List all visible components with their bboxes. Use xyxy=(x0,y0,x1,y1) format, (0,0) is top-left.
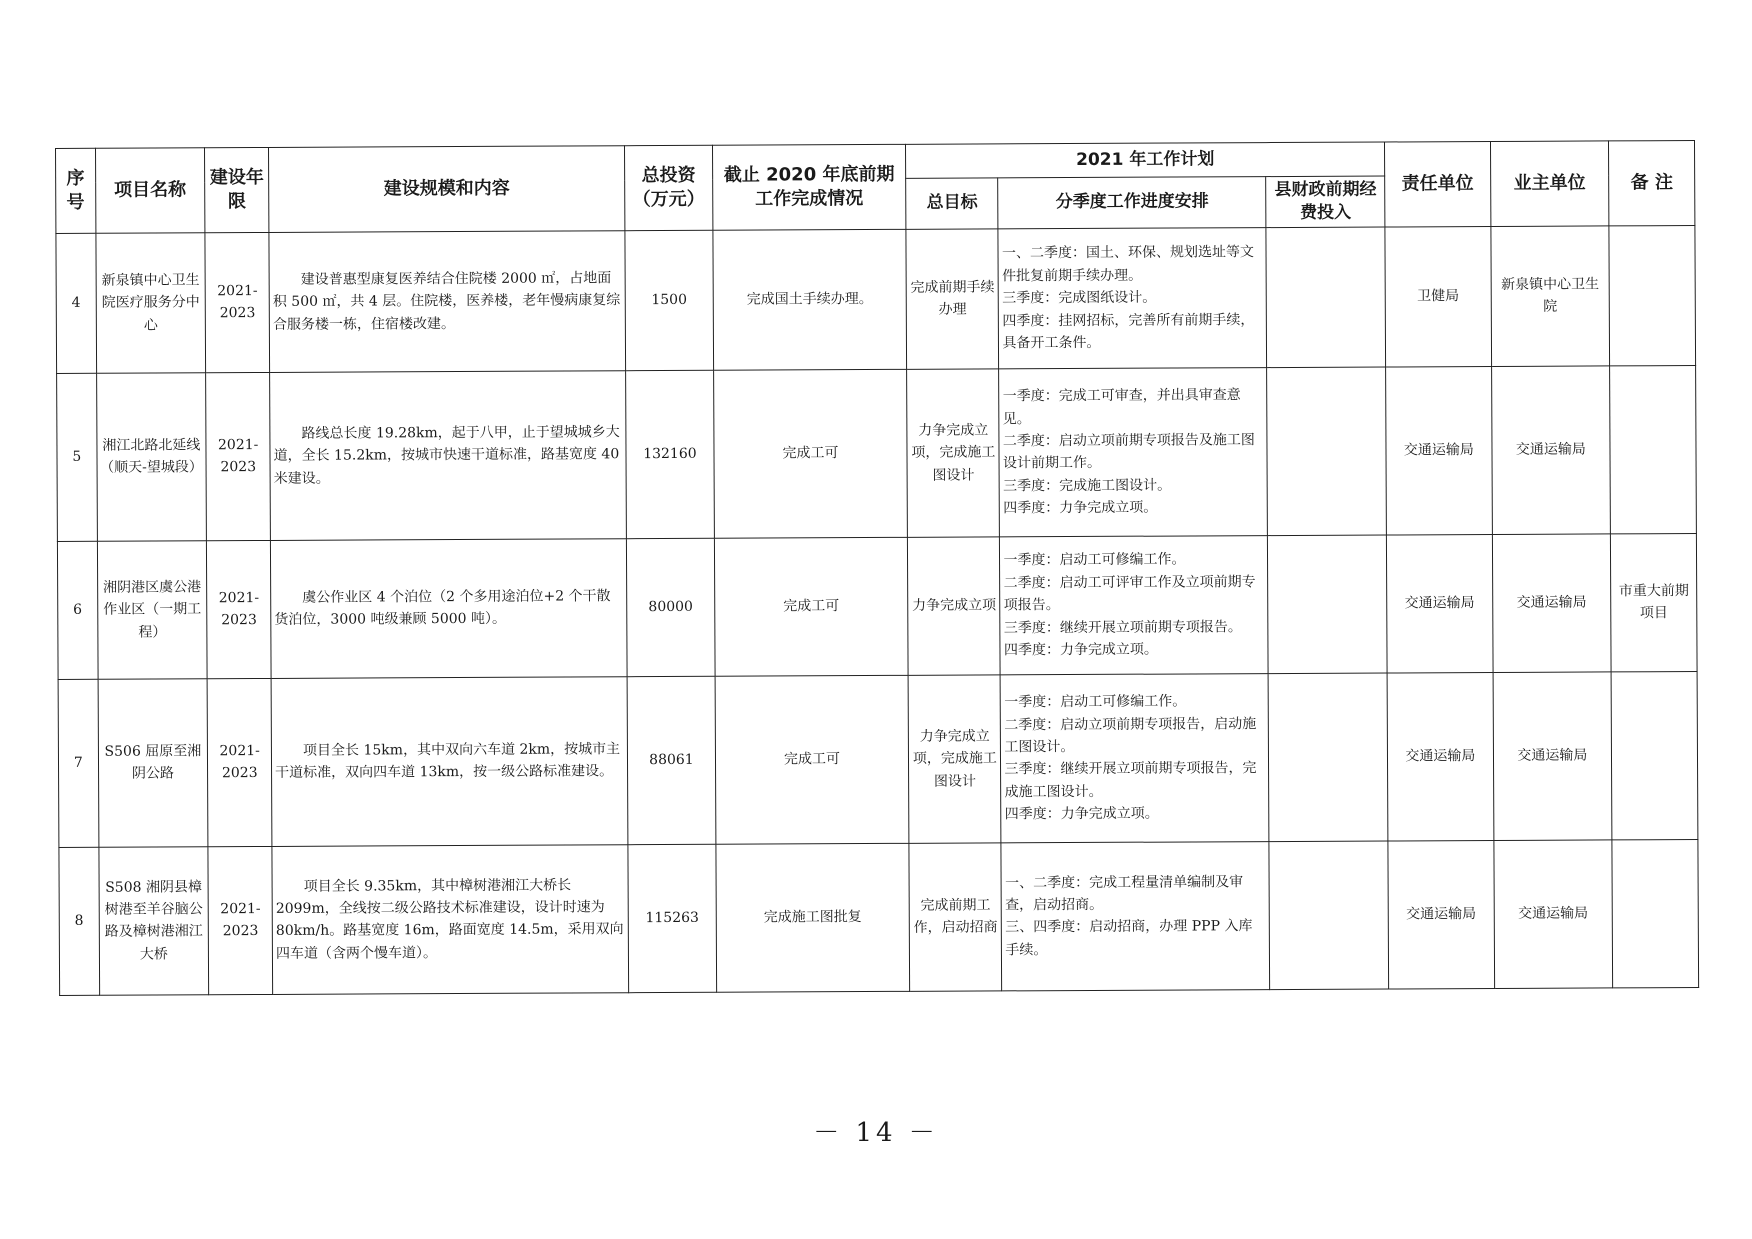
cell-name: 湘江北路北延线（顺天-望城段） xyxy=(96,373,207,542)
cell-investment: 115263 xyxy=(628,844,717,992)
header-responsible: 责任单位 xyxy=(1385,141,1491,226)
cell-scope: 建设普惠型康复医养结合住院楼 2000 ㎡，占地面积 500 ㎡，共 4 层。住院楼，医养楼，老年慢病康复综合服务楼一栋，住宿楼改建。 xyxy=(269,231,626,373)
cell-remark xyxy=(1612,839,1699,987)
cell-seq: 6 xyxy=(57,541,97,679)
cell-remark xyxy=(1611,671,1698,839)
cell-period: 2021-2023 xyxy=(208,846,272,994)
cell-funding xyxy=(1267,367,1386,536)
cell-funding xyxy=(1266,227,1385,368)
header-plan-quarterly: 分季度工作进度安排 xyxy=(998,177,1266,229)
header-plan-funding: 县财政前期经费投入 xyxy=(1266,176,1385,227)
cell-goal: 力争完成立项，完成施工图设计 xyxy=(907,369,1000,537)
header-plan-group: 2021 年工作计划 xyxy=(906,142,1385,178)
cell-status: 完成施工图批复 xyxy=(716,843,910,992)
header-plan-goal: 总目标 xyxy=(906,178,999,229)
header-name: 项目名称 xyxy=(95,148,205,233)
cell-period: 2021-2023 xyxy=(205,232,269,372)
cell-owner: 交通运输局 xyxy=(1493,672,1612,841)
cell-investment: 88061 xyxy=(627,676,716,844)
cell-seq: 5 xyxy=(57,373,97,541)
header-owner: 业主单位 xyxy=(1490,141,1609,226)
cell-name: 新泉镇中心卫生院医疗服务分中心 xyxy=(95,233,206,374)
cell-period: 2021-2023 xyxy=(207,540,271,678)
table-body xyxy=(56,225,1699,995)
cell-quarterly: 一季度：启动工可修编工作。 二季度：启动工可评审工作及立项前期专项报告。 三季度：继续开展立项前期专项报告。 四季度：力争完成立项。 xyxy=(1000,535,1269,674)
cell-status: 完成工可 xyxy=(713,369,907,538)
cell-funding xyxy=(1268,535,1387,674)
cell-seq: 4 xyxy=(56,233,96,373)
cell-investment: 80000 xyxy=(626,538,715,676)
cell-owner: 交通运输局 xyxy=(1492,534,1611,673)
cell-scope: 项目全长 15km，其中双向六车道 2km，按城市主干道标准，双向四车道 13km，按一级公路标准建设。 xyxy=(271,677,628,847)
cell-scope: 路线总长度 19.28km，起于八甲，止于望城城乡大道，全长 15.2km，按城市快速干道标准，路基宽度 40 米建设。 xyxy=(270,371,627,541)
cell-owner: 新泉镇中心卫生院 xyxy=(1490,226,1609,367)
cell-owner: 交通运输局 xyxy=(1493,840,1612,989)
cell-scope: 项目全长 9.35km，其中樟树港湘江大桥长 2099m，全线按二级公路技术标准建设，设计时速为 80km/h。路基宽度 16m，路面宽度 14.5m，采用双向四车道（含两个慢车道）。 xyxy=(272,845,629,995)
cell-status: 完成工可 xyxy=(714,537,908,676)
cell-name: 湘阴港区虞公港作业区（一期工程） xyxy=(97,541,208,680)
cell-quarterly: 一季度：启动工可修编工作。 二季度：启动立项前期专项报告，启动施工图设计。 三季度：继续开展立项前期专项报告，完成施工图设计。 四季度：力争完成立项。 xyxy=(1001,673,1270,842)
cell-seq: 8 xyxy=(59,847,99,995)
table-row xyxy=(56,225,1696,373)
table-row xyxy=(59,839,1699,995)
header-scope: 建设规模和内容 xyxy=(269,146,625,233)
header-investment: 总投资（万元） xyxy=(624,145,712,230)
project-table xyxy=(55,140,1699,996)
cell-remark xyxy=(1609,225,1695,365)
cell-quarterly: 一季度：完成工可审查，并出具审查意见。 二季度：启动立项前期专项报告及施工图设计前期工作。 三季度：完成施工图设计。 四季度：力争完成立项。 xyxy=(999,367,1268,536)
header-period: 建设年限 xyxy=(205,147,269,232)
cell-goal: 力争完成立项 xyxy=(908,537,1001,675)
cell-goal: 完成前期工作，启动招商 xyxy=(909,843,1002,991)
cell-responsible: 交通运输局 xyxy=(1386,366,1492,535)
table-header xyxy=(56,140,1695,233)
cell-investment: 1500 xyxy=(625,230,714,370)
cell-seq: 7 xyxy=(58,679,98,847)
project-table-sheet xyxy=(55,140,1699,996)
cell-period: 2021-2023 xyxy=(206,372,271,540)
cell-quarterly: 一、二季度：国土、环保、规划选址等文件批复前期手续办理。 三季度：完成图纸设计。 四季度：挂网招标，完善所有前期手续，具备开工条件。 xyxy=(998,227,1267,368)
cell-name: S508 湘阴县樟树港至羊谷脑公路及樟树港湘江大桥 xyxy=(98,847,209,996)
table-row xyxy=(57,365,1697,541)
cell-remark: 市重大前期项目 xyxy=(1611,533,1697,671)
cell-owner: 交通运输局 xyxy=(1491,366,1610,535)
cell-quarterly: 一、二季度：完成工程量清单编制及审查，启动招商。 三、四季度：启动招商，办理 PPP 入库手续。 xyxy=(1001,841,1270,990)
header-seq: 序号 xyxy=(56,148,96,233)
header-remark: 备 注 xyxy=(1609,140,1695,225)
cell-status: 完成国土手续办理。 xyxy=(713,229,907,370)
cell-scope: 虞公作业区 4 个泊位（2 个多用途泊位+2 个干散货泊位，3000 吨级兼顾 5000 吨）。 xyxy=(270,539,627,679)
cell-funding xyxy=(1269,673,1388,842)
header-status: 截止 2020 年底前期工作完成情况 xyxy=(712,144,906,230)
cell-period: 2021-2023 xyxy=(207,678,272,846)
page-number: － 14 － xyxy=(813,1118,939,1148)
cell-responsible: 交通运输局 xyxy=(1387,534,1493,673)
cell-status: 完成工可 xyxy=(715,675,909,844)
cell-remark xyxy=(1610,365,1697,533)
cell-funding xyxy=(1269,841,1388,990)
cell-goal: 力争完成立项，完成施工图设计 xyxy=(908,675,1001,843)
cell-investment: 132160 xyxy=(626,370,715,538)
cell-goal: 完成前期手续办理 xyxy=(906,229,999,369)
cell-responsible: 交通运输局 xyxy=(1387,672,1493,841)
cell-responsible: 交通运输局 xyxy=(1388,840,1494,989)
table-row xyxy=(57,533,1697,679)
cell-name: S506 屈原至湘阴公路 xyxy=(98,679,209,848)
cell-responsible: 卫健局 xyxy=(1385,226,1491,367)
table-row xyxy=(58,671,1698,847)
